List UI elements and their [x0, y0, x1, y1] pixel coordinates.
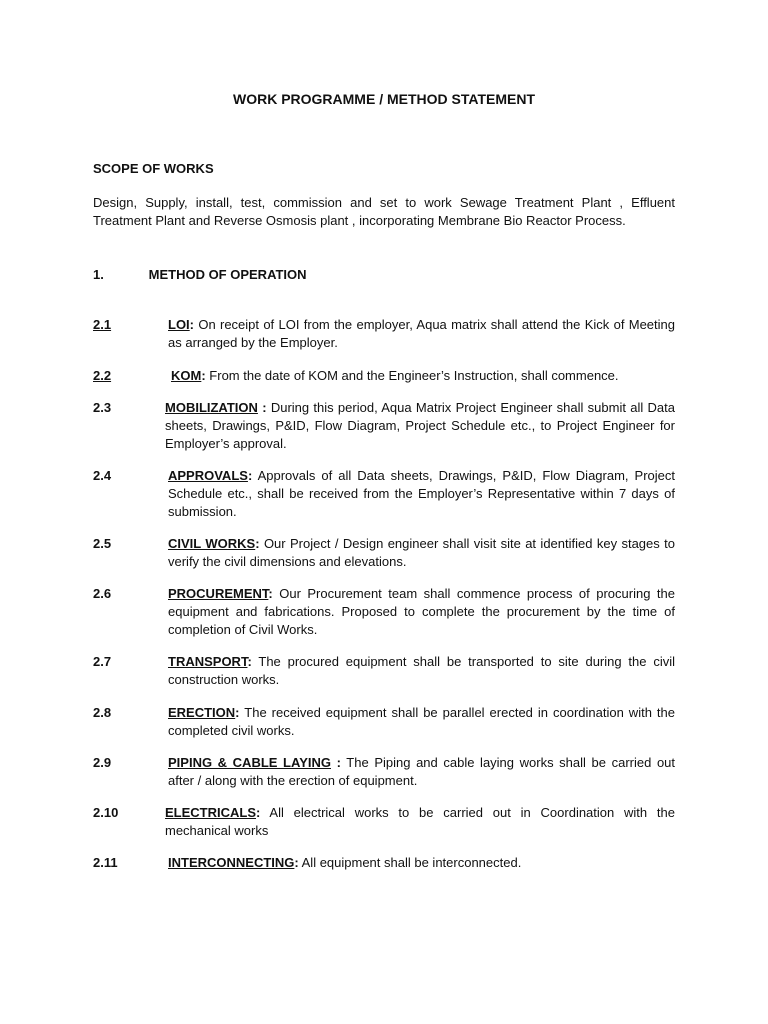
- item-body: [168, 467, 675, 521]
- item-label: MOBILIZATION: [165, 400, 258, 415]
- item-number: 2.1: [93, 317, 112, 332]
- item-body: [168, 704, 675, 740]
- item-label: ERECTION: [168, 705, 236, 720]
- item-body: [168, 316, 675, 352]
- item-text: Our Procurement team shall commence process of procuring the equipment and fabrications. Proposed to complete the procurement by the time of completion of Civil Works.: [168, 586, 675, 637]
- item-body: [171, 367, 675, 385]
- item-text: The Piping and cable laying works shall be carried out after / along with the erection of equipment.: [168, 755, 676, 788]
- item-separator: :: [257, 400, 267, 415]
- item-separator: :: [247, 468, 253, 483]
- section-heading: [93, 266, 307, 284]
- item-text: Our Project / Design engineer shall visit site at identified key stages to verify the civil dimensions and elevations.: [168, 536, 675, 569]
- item-label: KOM: [171, 368, 202, 383]
- item-number: 2.4: [93, 468, 112, 483]
- item-separator: :: [235, 705, 240, 720]
- item-separator: :: [294, 855, 299, 870]
- item-number: 2.11: [93, 855, 118, 870]
- item-body: [168, 854, 675, 872]
- item-text: All equipment shall be interconnected.: [298, 855, 522, 870]
- item-label: PIPING & CABLE LAYING: [168, 755, 331, 770]
- item-number: 2.6: [93, 586, 112, 601]
- item-text: All electrical works to be carried out in Coordination with the mechanical works: [165, 805, 675, 838]
- scope-heading: SCOPE OF WORKS: [93, 161, 214, 176]
- document-title: WORK PROGRAMME / METHOD STATEMENT: [232, 91, 536, 107]
- item-label: INTERCONNECTING: [168, 855, 295, 870]
- item-body: [168, 754, 675, 790]
- item-separator: :: [256, 805, 261, 820]
- item-label: CIVIL WORKS: [168, 536, 256, 551]
- item-body: [165, 804, 675, 840]
- item-number: 2.9: [93, 755, 112, 770]
- item-separator: :: [268, 586, 273, 601]
- item-body: [168, 535, 675, 571]
- item-label: APPROVALS: [168, 468, 248, 483]
- item-number: 2.10: [93, 805, 119, 820]
- item-text: On receipt of LOI from the employer, Aqua matrix shall attend the Kick of Meeting as arranged by the Employer.: [168, 317, 675, 350]
- item-body: [168, 585, 675, 639]
- item-body: [168, 653, 675, 689]
- section-title: METHOD OF OPERATION: [148, 267, 307, 282]
- item-text: Approvals of all Data sheets, Drawings, P&ID, Flow Diagram, Project Schedule etc., shall be received from the Employer’s Representative within 7 days of submission.: [168, 468, 675, 519]
- item-number: 2.2: [93, 368, 112, 383]
- item-text: The procured equipment shall be transported to site during the civil construction works.: [168, 654, 675, 687]
- item-separator: :: [255, 536, 260, 551]
- item-separator: :: [247, 654, 252, 669]
- item-number: 2.3: [93, 400, 112, 415]
- item-label: TRANSPORT: [168, 654, 248, 669]
- item-label: ELECTRICALS: [165, 805, 256, 820]
- item-text: During this period, Aqua Matrix Project Engineer shall submit all Data sheets, Drawings, P&ID, Flow Diagram, Project Schedule etc., to Project Engineer for Employer’s approval.: [165, 400, 675, 451]
- item-separator: :: [189, 317, 195, 332]
- scope-paragraph: Design, Supply, install, test, commission and set to work Sewage Treatment Plant , Effluent Treatment Plant and Reverse Osmosis plant , incorporating Membrane Bio Reactor Process.: [93, 195, 675, 228]
- item-separator: :: [330, 755, 341, 770]
- item-number: 2.5: [93, 536, 112, 551]
- item-number: 2.7: [93, 654, 112, 669]
- item-text: From the date of KOM and the Engineer’s Instruction, shall commence.: [205, 368, 619, 383]
- item-label: LOI: [168, 317, 190, 332]
- item-number: 2.8: [93, 705, 112, 720]
- item-separator: :: [201, 368, 206, 383]
- section-number: 1.: [93, 267, 104, 282]
- item-label: PROCUREMENT: [168, 586, 269, 601]
- item-body: [165, 399, 675, 453]
- item-text: The received equipment shall be parallel erected in coordination with the completed civil works.: [168, 705, 675, 738]
